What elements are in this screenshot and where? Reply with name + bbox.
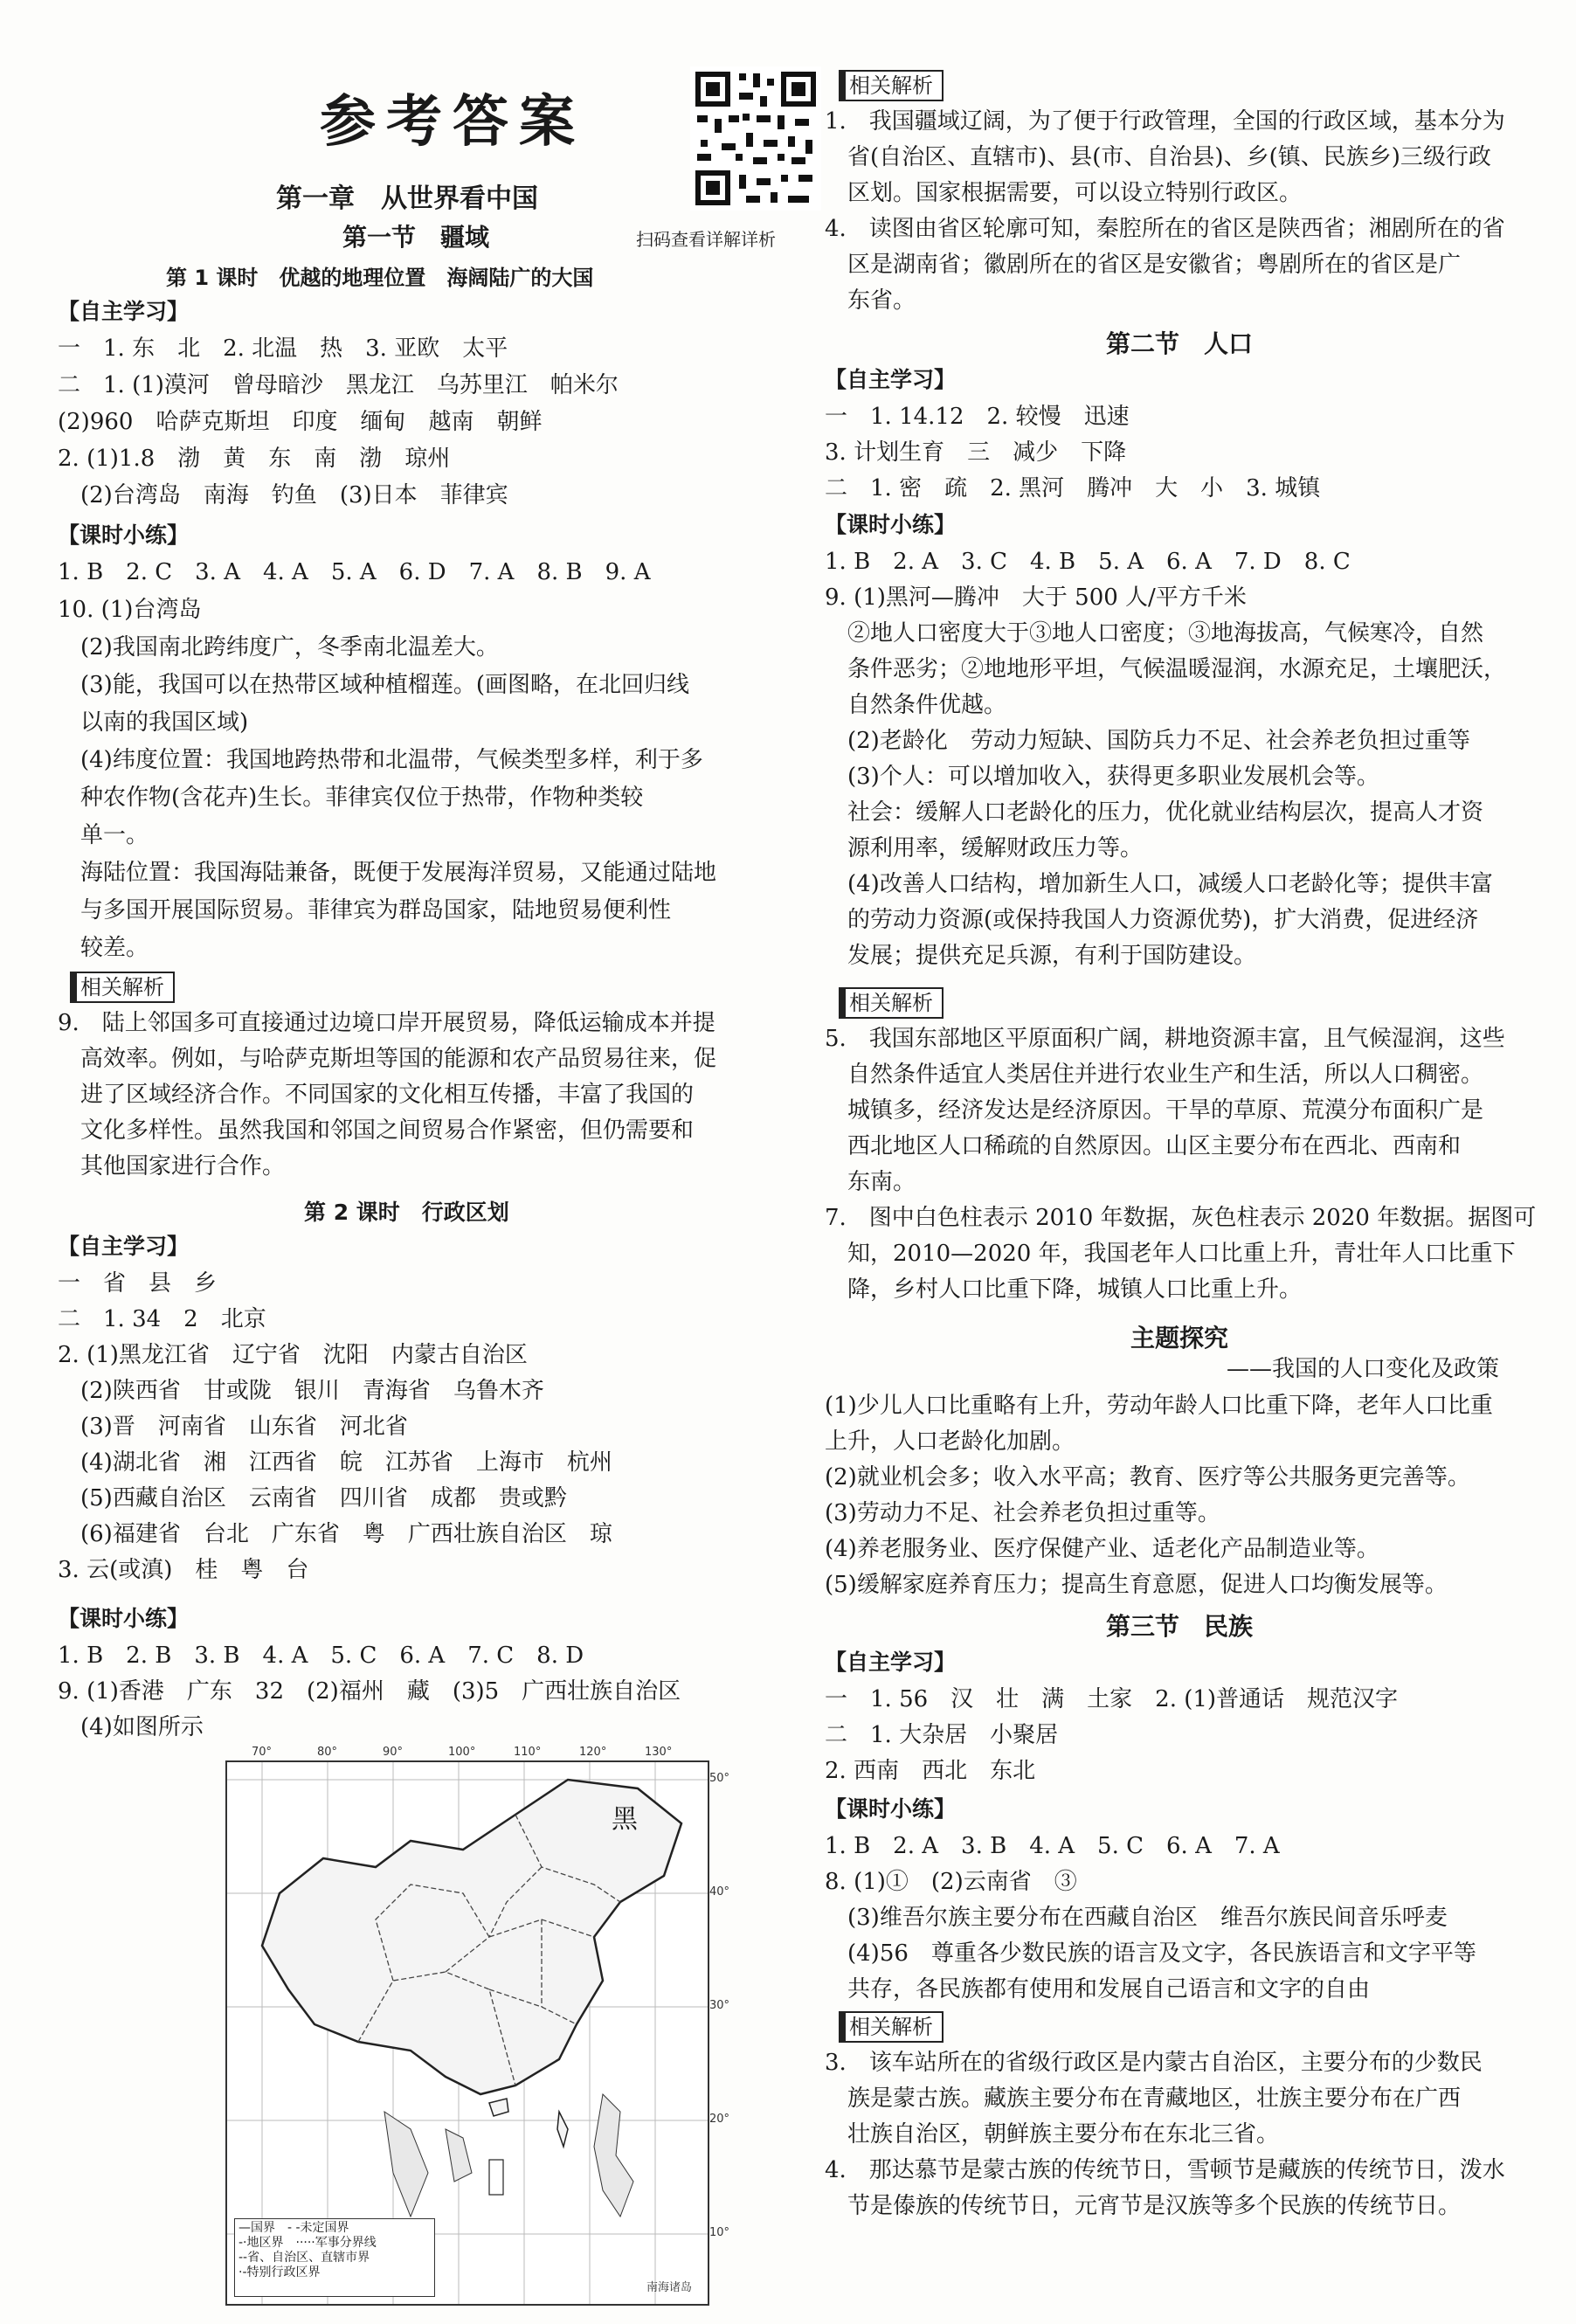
answer-line: (4)如图所示 [58,1714,204,1740]
answer-line: 10. (1)台湾岛 [58,597,202,623]
answer-line: 区划。国家根据需要，可以设立特别行政区。 [825,180,1303,206]
section-tag-self-study: 【自主学习】 [58,299,190,324]
answer-line: 降，乡村人口比重下降，城镇人口比重上升。 [825,1276,1303,1303]
longitude-tick: 130° [645,1746,673,1759]
answer-line: 节是傣族的传统节日，元宵节是汉族等多个民族的传统节日。 [825,2193,1462,2219]
answer-line: 一 1. 东 北 2. 北温 热 3. 亚欧 太平 [58,335,508,362]
answer-line: 族是蒙古族。藏族主要分布在青藏地区，壮族主要分布在广西 [825,2085,1462,2112]
answer-line: 9. (1)黑河—腾冲 大于 500 人/平方千米 [825,584,1247,611]
answer-line: 9. 陆上邻国多可直接通过边境口岸开展贸易，降低运输成本并提 [58,1010,715,1036]
section-tag-self-study: 【自主学习】 [825,1650,957,1675]
answer-line: (2)960 哈萨克斯坦 印度 缅甸 越南 朝鲜 [58,409,543,435]
longitude-tick: 80° [317,1746,338,1759]
answer-line: 二 1. (1)漠河 曾母暗沙 黑龙江 乌苏里江 帕米尔 [58,372,619,398]
answer-line: 3. 计划生育 三 减少 下降 [825,439,1127,466]
latitude-tick: 20° [709,2113,730,2126]
answer-line: (4)纬度位置：我国地跨热带和北温带，气候类型多样，利于多 [58,747,703,773]
section-title-3: 第三节 民族 [1106,1612,1254,1641]
answer-line: 9. (1)香港 广东 32 (2)福州 藏 (3)5 广西壮族自治区 [58,1678,681,1705]
answer-line: (5)西藏自治区 云南省 四川省 成都 贵或黔 [58,1485,567,1511]
answer-line: 1. B 2. A 3. C 4. B 5. A 6. A 7. D 8. C [825,549,1351,575]
answer-line: 自然条件优越。 [825,692,1007,718]
longitude-tick: 110° [514,1746,542,1759]
answer-line: 海陆位置：我国海陆兼备，既便于发展海洋贸易，又能通过陆地 [58,860,717,886]
answer-line: 自然条件适宜人类居住并进行农业生产和生活，所以人口稠密。 [825,1062,1484,1088]
answer-line: 1. B 2. B 3. B 4. A 5. C 6. A 7. C 8. D [58,1643,584,1669]
answer-line: 较差。 [58,935,149,961]
answer-line: (6)福建省 台北 广东省 粤 广西壮族自治区 琼 [58,1521,612,1547]
answer-line: ②地人口密度大于③地人口密度；③地海拔高，气候寒冷，自然 [825,620,1484,647]
answer-line: 其他国家进行合作。 [58,1153,286,1179]
section-title-1: 第一节 疆域 [342,223,490,252]
answer-line: 壮族自治区，朝鲜族主要分布在东北三省。 [825,2121,1280,2148]
related-analysis-badge: 相关解析 [839,70,944,101]
longitude-tick: 70° [252,1746,273,1759]
answer-line: 2. 西南 西北 东北 [825,1758,1036,1784]
page-title: 参考答案 [320,90,585,155]
answer-line: 一 1. 14.12 2. 较慢 迅速 [825,404,1130,430]
answer-line: 条件恶劣；②地地形平坦，气候温暖湿润，水源充足，土壤肥沃， [825,656,1507,682]
answer-line: 发展；提供充足兵源，有利于国防建设。 [825,943,1257,969]
legend-entry: ·-特别行政区界 [238,2265,321,2279]
answer-line: (4)改善人口结构，增加新生人口，减缓人口老龄化等；提供丰富 [825,871,1493,897]
section-tag-practice: 【课时小练】 [58,1606,190,1631]
section-tag-self-study: 【自主学习】 [825,367,957,392]
legend-entry: -·地区界 ·····军事分界线 [238,2236,377,2250]
related-analysis-badge: 相关解析 [70,972,175,1003]
answer-line: (3)劳动力不足、社会养老负担过重等。 [825,1500,1220,1526]
qr-caption: 扫码查看详解详析 [636,229,776,250]
answer-line: (4)56 尊重各少数民族的语言及文字，各民族语言和文字平等 [825,1940,1476,1967]
longitude-tick: 100° [448,1746,476,1759]
answer-line: 1. B 2. A 3. B 4. A 5. C 6. A 7. A [825,1833,1280,1859]
section-tag-practice: 【课时小练】 [58,522,190,548]
related-analysis-badge: 相关解析 [839,987,944,1019]
answer-line: 2. (1)黑龙江省 辽宁省 沈阳 内蒙古自治区 [58,1342,528,1368]
answer-line: 社会：缓解人口老龄化的压力，优化就业结构层次，提高人才资 [825,799,1484,826]
legend-entry: --省、自治区、直辖市界 [238,2251,370,2265]
answer-line: 文化多样性。虽然我国和邻国之间贸易合作紧密，但仍需要和 [58,1117,695,1144]
latitude-tick: 50° [709,1772,730,1785]
section-tag-self-study: 【自主学习】 [58,1234,190,1259]
latitude-tick: 10° [709,2226,730,2239]
qr-code[interactable] [631,66,823,215]
answer-line: 二 1. 密 疏 2. 黑河 腾冲 大 小 3. 城镇 [825,475,1321,501]
answer-line: 1. 我国疆域辽阔，为了便于行政管理，全国的行政区域，基本分为 [825,108,1505,135]
answer-line: 进了区域经济合作。不同国家的文化相互传播，丰富了我国的 [58,1082,695,1108]
answer-line: 区是湖南省；徽剧所在的省区是安徽省；粤剧所在的省区是广 [825,252,1462,278]
section-tag-practice: 【课时小练】 [825,1796,957,1822]
answer-line: 东南。 [825,1169,916,1195]
answer-line: (4)湖北省 湘 江西省 皖 江苏省 上海市 杭州 [58,1449,612,1476]
answer-line: 西北地区人口稀疏的自然原因。山区主要分布在西北、西南和 [825,1133,1462,1159]
answer-line: 4. 那达慕节是蒙古族的传统节日，雪顿节是藏族的传统节日，泼水 [825,2157,1505,2183]
map-legend [234,2218,435,2297]
legend-entry: —国界 - -未定国界 [238,2221,349,2235]
answer-line: 一 省 县 乡 [58,1270,218,1297]
lesson-title-1: 第 1 课时 优越的地理位置 海阔陆广的大国 [166,266,594,290]
answer-line: (2)陕西省 甘或陇 银川 青海省 乌鲁木齐 [58,1378,544,1404]
answer-line: (2)就业机会多；收入水平高；教育、医疗等公共服务更完善等。 [825,1464,1470,1491]
answer-line: (2)台湾岛 南海 钓鱼 (3)日本 菲律宾 [58,482,508,508]
map-island-note: 南海诸岛 [646,2281,693,2294]
answer-line: 共存，各民族都有使用和发展自己语言和文字的自由 [825,1976,1371,2002]
answer-line: (5)缓解家庭养育压力；提高生育意愿，促进人口均衡发展等。 [825,1572,1448,1598]
answer-line: 7. 图中白色柱表示 2010 年数据，灰色柱表示 2020 年数据。据图可 [825,1205,1537,1231]
answer-line: 8. (1)① (2)云南省 ③ [825,1869,1077,1895]
map-province-label: 黑 [612,1804,638,1835]
answer-line: (3)能，我国可以在热带区域种植榴莲。(画图略，在北回归线 [58,672,689,698]
answer-line: 3. 云(或滇) 桂 粤 台 [58,1557,309,1583]
longitude-tick: 90° [383,1746,404,1759]
answer-line: 上升，人口老龄化加剧。 [825,1428,1075,1455]
section-title-2: 第二节 人口 [1106,329,1254,358]
answer-line: 知，2010—2020 年，我国老年人口比重上升，青壮年人口比重下 [825,1241,1516,1267]
answer-line: (2)老龄化 劳动力短缺、国防兵力不足、社会养老负担过重等 [825,728,1470,754]
answer-line: 二 1. 大杂居 小聚居 [825,1722,1059,1748]
answer-line: (3)个人：可以增加收入，获得更多职业发展机会等。 [825,764,1379,790]
chapter-title: 第一章 从世界看中国 [276,183,538,214]
latitude-tick: 30° [709,1999,730,2012]
answer-line: 种农作物(含花卉)生长。菲律宾仅位于热带，作物种类较 [58,785,644,811]
theme-subtitle: ——我国的人口变化及政策 [1227,1356,1500,1382]
answer-line: 城镇多，经济发达是经济原因。干旱的草原、荒漠分布面积广是 [825,1097,1484,1124]
answer-line: 省(自治区、直辖市)、县(市、自治县)、乡(镇、民族乡)三级行政 [825,144,1491,170]
latitude-tick: 40° [709,1885,730,1899]
answer-line: 4. 读图由省区轮廓可知，秦腔所在的省区是陕西省；湘剧所在的省 [825,216,1505,242]
answer-line: (3)维吾尔族主要分布在西藏自治区 维吾尔族民间音乐呼麦 [825,1905,1448,1931]
answer-line: 3. 该车站所在的省级行政区是内蒙古自治区，主要分布的少数民 [825,2050,1483,2076]
answer-line: 与多国开展国际贸易。菲律宾为群岛国家，陆地贸易便利性 [58,897,672,923]
section-tag-practice: 【课时小练】 [825,512,957,537]
answer-line: 一 1. 56 汉 壮 满 土家 2. (1)普通话 规范汉字 [825,1686,1399,1712]
answer-line: 1. B 2. C 3. A 4. A 5. A 6. D 7. A 8. B 9. A [58,559,651,585]
answer-line: 二 1. 34 2 北京 [58,1306,266,1332]
answer-line: 5. 我国东部地区平原面积广阔，耕地资源丰富，且气候湿润，这些 [825,1026,1505,1052]
lesson-title-2: 第 2 课时 行政区划 [304,1200,509,1225]
related-analysis-badge: 相关解析 [839,2011,944,2043]
answer-line: 高效率。例如，与哈萨克斯坦等国的能源和农产品贸易往来，促 [58,1046,717,1072]
longitude-tick: 120° [579,1746,607,1759]
answer-line: 的劳动力资源(或保持我国人力资源优势)，扩大消费，促进经济 [825,907,1479,933]
answer-line: (4)养老服务业、医疗保健产业、适老化产品制造业等。 [825,1536,1379,1562]
answer-line: (2)我国南北跨纬度广，冬季南北温差大。 [58,634,499,661]
answer-line: 东省。 [825,287,916,314]
theme-title: 主题探究 [1130,1324,1229,1352]
answer-line: 源利用率，缓解财政压力等。 [825,835,1144,861]
answer-line: 2. (1)1.8 渤 黄 东 南 渤 琼州 [58,446,451,472]
answer-line: (1)少儿人口比重略有上升，劳动年龄人口比重下降，老年人口比重 [825,1393,1493,1419]
answer-line: (3)晋 河南省 山东省 河北省 [58,1414,408,1440]
answer-line: 以南的我国区域) [58,709,249,736]
answer-line: 单一。 [58,822,149,848]
china-map-figure [225,1760,709,2306]
